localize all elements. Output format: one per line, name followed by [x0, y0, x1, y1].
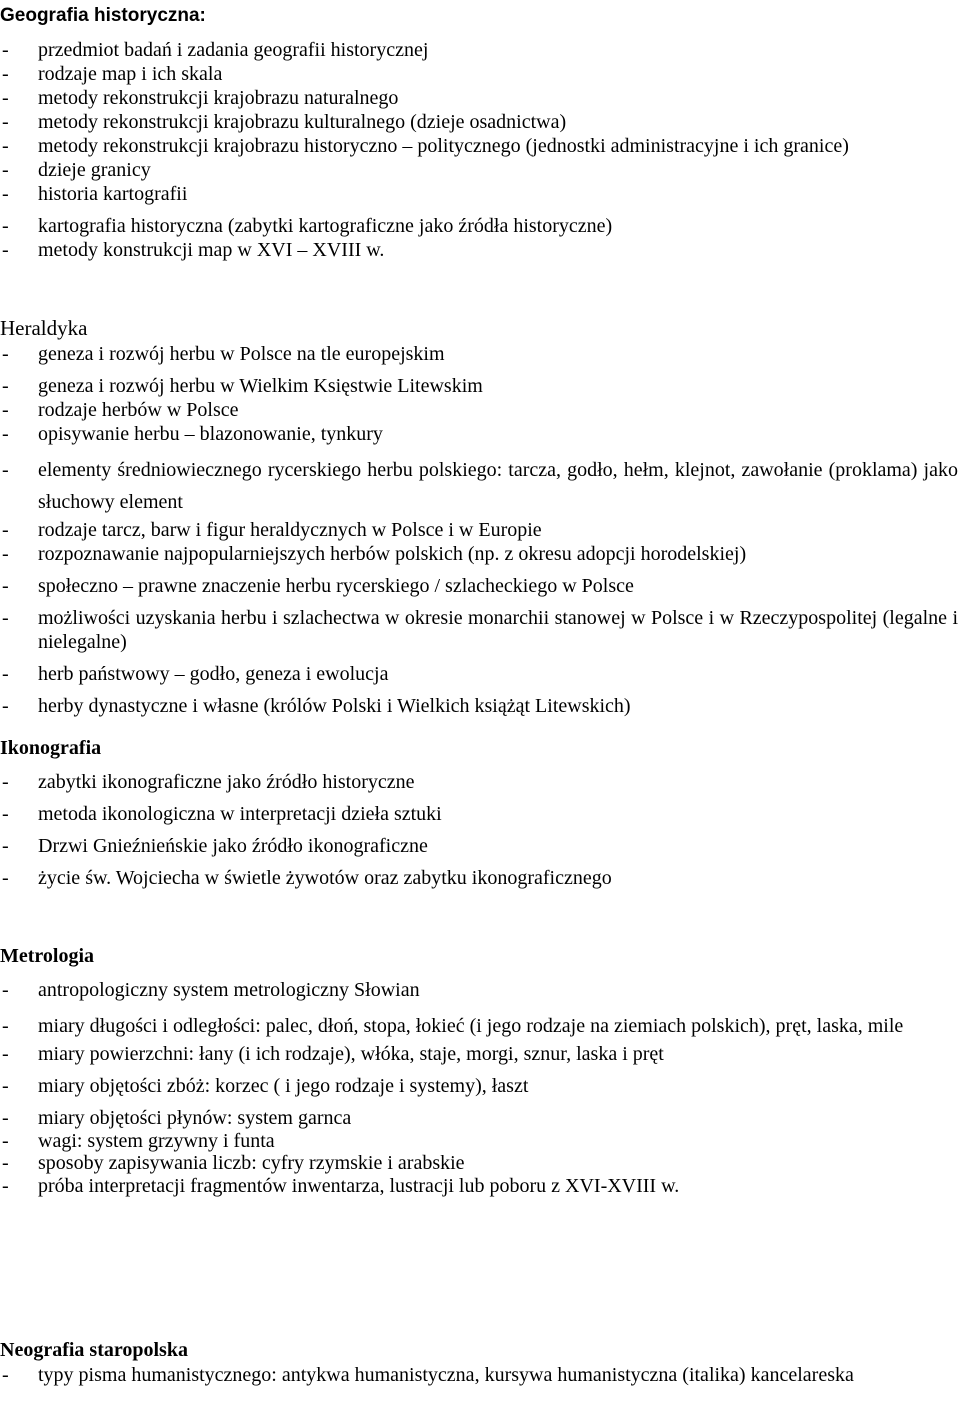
list-item: - rodzaje map i ich skala — [2, 63, 223, 85]
list-item: - społeczno – prawne znaczenie herbu rycerskiego / szlacheckiego w Polsce — [2, 575, 634, 597]
bullet-dash: - — [2, 663, 9, 685]
bullet-dash: - — [2, 1015, 9, 1037]
section-list — [0, 978, 960, 1198]
list-item: - możliwości uzyskania herbu i szlachectwa w okresie monarchii stanowej w Polsce i w Rzeczypospolitej (legalne i nielegalne) — [2, 607, 958, 653]
bullet-dash: - — [2, 607, 9, 629]
section-list — [0, 38, 960, 262]
list-item: - kartografia historyczna (zabytki kartograficzne jako źródła historyczne) — [2, 215, 613, 237]
bullet-dash: - — [2, 979, 9, 1001]
bullet-dash: - — [2, 771, 9, 793]
list-item: - metoda ikonologiczna w interpretacji dzieła sztuki — [2, 803, 442, 825]
section-list — [0, 1364, 960, 1386]
bullet-dash: - — [2, 423, 9, 445]
bullet-dash: - — [2, 459, 9, 481]
bullet-dash: - — [2, 239, 9, 261]
bullet-dash: - — [2, 1364, 9, 1386]
bullet-dash: - — [2, 1107, 9, 1129]
section-heraldyka — [0, 316, 960, 726]
list-item: - miary objętości płynów: system garnca — [2, 1107, 352, 1129]
bullet-dash: - — [2, 375, 9, 397]
section-geografia — [0, 4, 960, 262]
bullet-dash: - — [2, 1175, 9, 1197]
bullet-dash: - — [2, 183, 9, 205]
list-item: - dzieje granicy — [2, 159, 151, 181]
bullet-dash: - — [2, 135, 9, 157]
bullet-dash: - — [2, 39, 9, 61]
section-title: Heraldyka — [0, 316, 88, 340]
list-item: - próba interpretacji fragmentów inwentarza, lustracji lub poboru z XVI-XVIII w. — [2, 1175, 680, 1197]
list-item: - metody rekonstrukcji krajobrazu historyczno – politycznego (jednostki administracyjne i ich granice) — [2, 135, 849, 157]
section-title: Geografia historyczna: — [0, 5, 206, 26]
list-item: - antropologiczny system metrologiczny Słowian — [2, 979, 420, 1001]
list-item: - herby dynastyczne i własne (królów Polski i Wielkich książąt Litewskich) — [2, 695, 631, 717]
section-title: Neografia staropolska — [0, 1339, 188, 1361]
list-item: - elementy średniowiecznego rycerskiego herbu polskiego: tarcza, godło, hełm, klejnot, zawołanie (proklama) jako słuchowy element — [0, 454, 960, 518]
bullet-dash: - — [2, 1043, 9, 1065]
bullet-dash: - — [2, 87, 9, 109]
list-item: - rodzaje tarcz, barw i figur heraldycznych w Polsce i w Europie — [2, 519, 542, 541]
section-neografia — [0, 1338, 960, 1386]
list-item: - przedmiot badań i zadania geografii historycznej — [2, 39, 429, 61]
bullet-dash: - — [2, 867, 9, 889]
list-item: - metody konstrukcji map w XVI – XVIII w. — [2, 239, 385, 261]
section-title: Ikonografia — [0, 737, 102, 759]
list-item: - sposoby zapisywania liczb: cyfry rzymskie i arabskie — [2, 1152, 465, 1174]
section-list — [0, 342, 960, 718]
list-item: - Drzwi Gnieźnieńskie jako źródło ikonograficzne — [2, 835, 428, 857]
bullet-dash: - — [2, 835, 9, 857]
list-item: - rozpoznawanie najpopularniejszych herbów polskich (np. z okresu adopcji horodelskiej) — [2, 543, 747, 565]
bullet-dash: - — [2, 695, 9, 717]
list-item: - metody rekonstrukcji krajobrazu kulturalnego (dzieje osadnictwa) — [2, 111, 567, 133]
bullet-dash: - — [2, 343, 9, 365]
list-item: - opisywanie herbu – blazonowanie, tynkury — [2, 423, 383, 445]
section-list — [0, 770, 960, 890]
list-item: - geneza i rozwój herbu w Wielkim Księstwie Litewskim — [2, 375, 483, 397]
bullet-dash: - — [2, 1130, 9, 1152]
bullet-dash: - — [2, 1075, 9, 1097]
bullet-dash: - — [2, 215, 9, 237]
list-item: - geneza i rozwój herbu w Polsce na tle europejskim — [2, 343, 445, 365]
bullet-dash: - — [2, 543, 9, 565]
bullet-dash: - — [2, 1152, 9, 1174]
bullet-dash: - — [2, 159, 9, 181]
bullet-dash: - — [2, 111, 9, 133]
list-item: - miary powierzchni: łany (i ich rodzaje), włóka, staje, morgi, sznur, laska i pręt — [2, 1043, 664, 1065]
list-item: - typy pisma humanistycznego: antykwa humanistyczna, kursywa humanistyczna (italika) kancelareska — [2, 1364, 854, 1386]
bullet-dash: - — [2, 803, 9, 825]
list-item: - wagi: system grzywny i funta — [2, 1130, 275, 1152]
list-item: - miary objętości zbóż: korzec ( i jego rodzaje i systemy), łaszt — [2, 1075, 529, 1097]
list-item: - zabytki ikonograficzne jako źródło historyczne — [2, 771, 415, 793]
bullet-dash: - — [2, 575, 9, 597]
bullet-dash: - — [2, 519, 9, 541]
bullet-dash: - — [2, 399, 9, 421]
section-metrologia — [0, 944, 960, 1198]
section-title: Metrologia — [0, 945, 95, 967]
section-ikonografia — [0, 736, 960, 898]
list-item: - miary długości i odległości: palec, dłoń, stopa, łokieć (i jego rodzaje na ziemiach polskich), pręt, laska, mile — [0, 1010, 960, 1042]
list-item: - rodzaje herbów w Polsce — [2, 399, 239, 421]
bullet-dash: - — [2, 63, 9, 85]
list-item: - herb państwowy – godło, geneza i ewolucja — [2, 663, 389, 685]
list-item: - życie św. Wojciecha w świetle żywotów oraz zabytku ikonograficznego — [2, 867, 612, 889]
list-item: - metody rekonstrukcji krajobrazu naturalnego — [2, 87, 399, 109]
list-item: - historia kartografii — [2, 183, 188, 205]
